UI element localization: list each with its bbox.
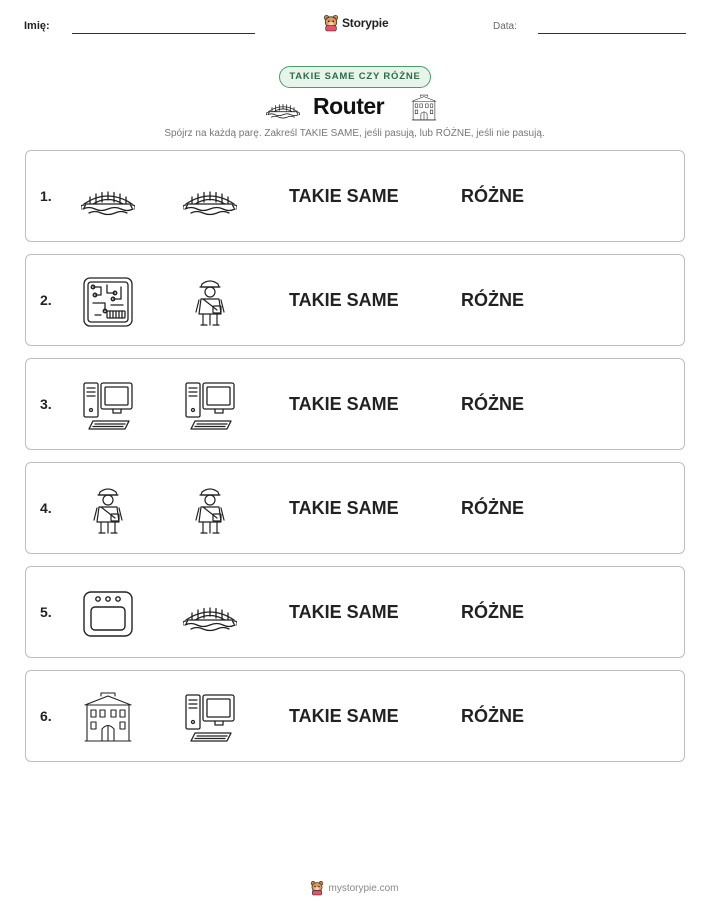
different-option[interactable]: RÓŻNE <box>461 498 524 518</box>
instructions: Spójrz na każdą parę. Zakreśl TAKIE SAME, jeśli pasują, lub RÓŻNE, jeśli nie pasują. <box>164 128 545 139</box>
question-number: 6. <box>40 708 52 724</box>
bridge-icon <box>81 171 135 225</box>
worksheet-type-badge: TAKIE SAME CZY RÓŻNE <box>279 66 431 88</box>
bridge-icon <box>183 171 237 225</box>
question-number: 4. <box>40 500 52 516</box>
bear-mascot-icon <box>323 14 339 32</box>
bridge-icon <box>266 97 300 119</box>
question-number: 1. <box>40 188 52 204</box>
brand-name: Storypie <box>342 16 389 30</box>
same-option[interactable]: TAKIE SAME <box>289 498 399 518</box>
same-option[interactable]: TAKIE SAME <box>289 602 399 622</box>
question-number: 3. <box>40 396 52 412</box>
different-option[interactable]: RÓŻNE <box>461 602 524 622</box>
date-label: Data: <box>493 21 517 32</box>
oven-icon <box>81 587 135 641</box>
computer-icon <box>183 379 237 433</box>
date-input-line[interactable] <box>538 33 686 34</box>
header <box>0 14 709 40</box>
question-number: 5. <box>40 604 52 620</box>
circuit-board-icon <box>81 275 135 329</box>
question-row <box>25 462 685 554</box>
brand-logo <box>323 14 388 32</box>
question-number: 2. <box>40 292 52 308</box>
building-icon <box>410 94 438 122</box>
name-label: Imię: <box>24 20 50 32</box>
postman-icon <box>183 275 237 329</box>
page-title: Router <box>313 93 385 119</box>
same-option[interactable]: TAKIE SAME <box>289 706 399 726</box>
question-row <box>25 150 685 242</box>
question-row <box>25 670 685 762</box>
computer-icon <box>183 691 237 745</box>
postman-icon <box>81 483 135 537</box>
question-row <box>25 566 685 658</box>
question-row <box>25 254 685 346</box>
same-option[interactable]: TAKIE SAME <box>289 290 399 310</box>
different-option[interactable]: RÓŻNE <box>461 394 524 414</box>
footer <box>0 880 709 896</box>
postman-icon <box>183 483 237 537</box>
title-row <box>0 93 709 123</box>
building-icon <box>81 691 135 745</box>
question-row <box>25 358 685 450</box>
different-option[interactable]: RÓŻNE <box>461 186 524 206</box>
same-option[interactable]: TAKIE SAME <box>289 186 399 206</box>
different-option[interactable]: RÓŻNE <box>461 706 524 726</box>
bridge-icon <box>183 587 237 641</box>
footer-site-link[interactable]: mystorypie.com <box>328 882 399 894</box>
same-option[interactable]: TAKIE SAME <box>289 394 399 414</box>
bear-mascot-icon <box>310 880 324 896</box>
name-input-line[interactable] <box>72 33 255 34</box>
different-option[interactable]: RÓŻNE <box>461 290 524 310</box>
computer-icon <box>81 379 135 433</box>
